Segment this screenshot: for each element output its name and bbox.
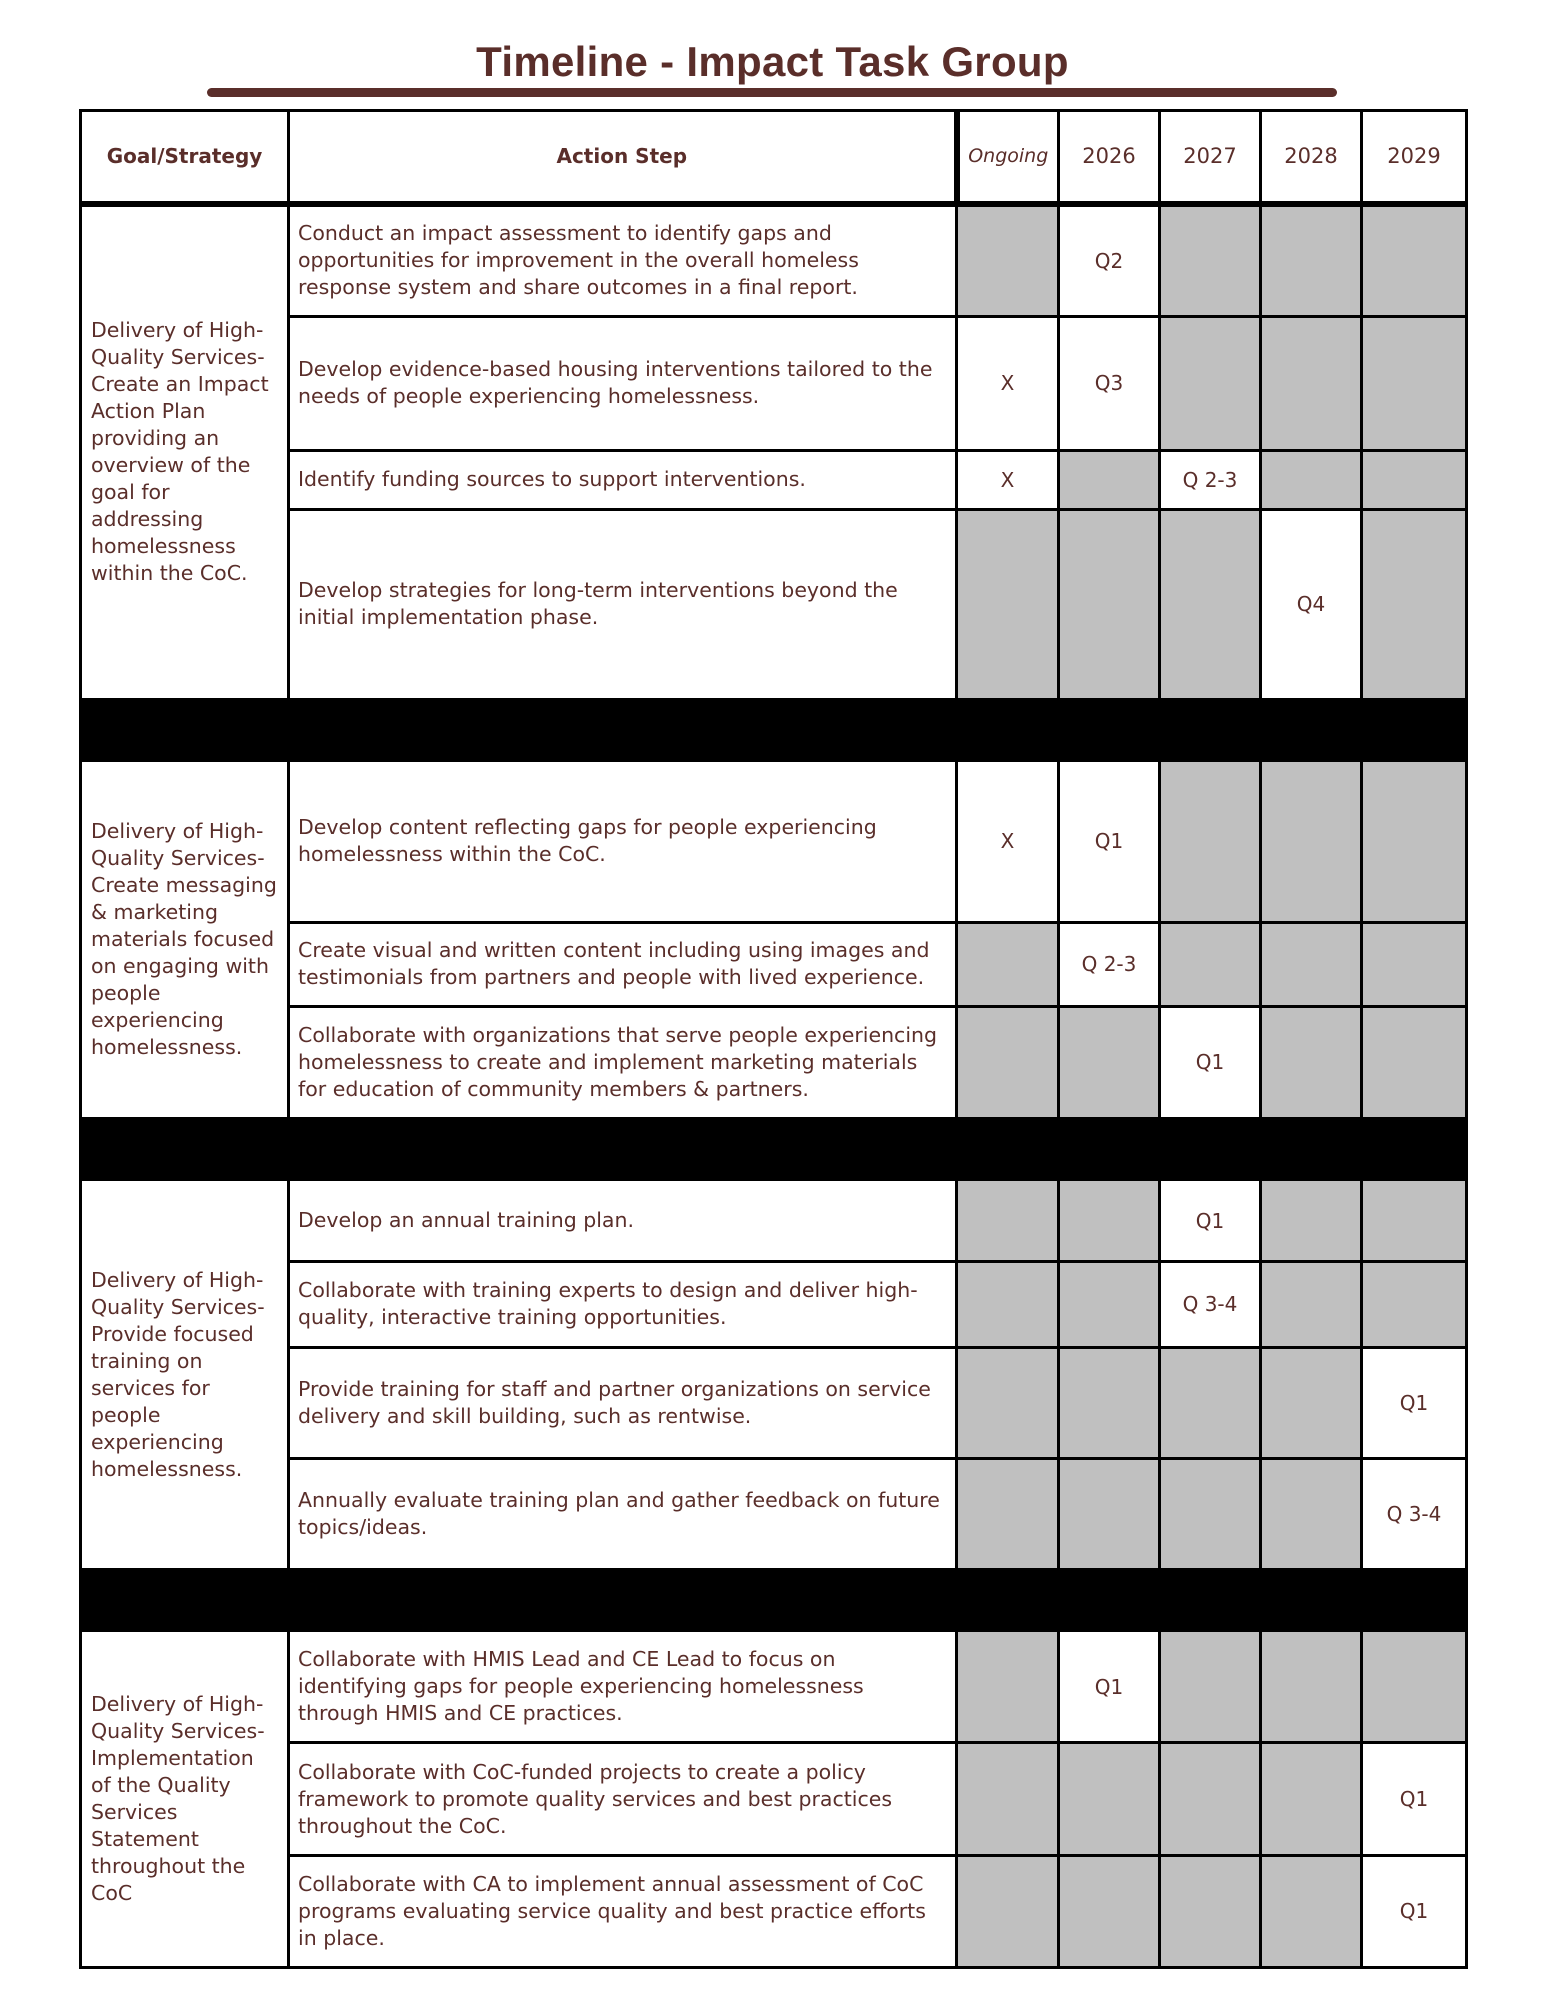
timeline-cell-ongoing (957, 1855, 1059, 1967)
section-separator (81, 1119, 1467, 1180)
timeline-table (79, 109, 1468, 1969)
action-step-cell: Annually evaluate training plan and gather feedback on future topics/ideas. (289, 1458, 957, 1569)
timeline-cell-2028: Q4 (1261, 509, 1362, 699)
timeline-cell-2026 (1059, 509, 1160, 699)
timeline-cell-2026: Q1 (1059, 1631, 1160, 1743)
table-row (81, 204, 1467, 317)
timeline-cell-2029 (1362, 1631, 1467, 1743)
timeline-cell-ongoing (957, 1743, 1059, 1855)
timeline-cell-2028 (1261, 1458, 1362, 1569)
table-row (81, 317, 1467, 450)
table-row (81, 922, 1467, 1006)
separator-bar (81, 700, 1467, 761)
timeline-cell-2028 (1261, 922, 1362, 1006)
page-title: Timeline - Impact Task Group (476, 38, 1069, 85)
action-step-cell: Identify funding sources to support interventions. (289, 450, 957, 509)
action-step-cell: Collaborate with CoC-funded projects to create a policy framework to promote quality services and best practices throughout the CoC. (289, 1743, 957, 1855)
table-row (81, 1855, 1467, 1967)
timeline-cell-2029 (1362, 204, 1467, 317)
table-row (81, 450, 1467, 509)
header-2027: 2027 (1160, 111, 1261, 204)
timeline-cell-2028 (1261, 450, 1362, 509)
timeline-cell-2027 (1160, 1743, 1261, 1855)
header-2026: 2026 (1059, 111, 1160, 204)
header-2029: 2029 (1362, 111, 1467, 204)
action-step-cell: Develop content reflecting gaps for people experiencing homelessness within the CoC. (289, 761, 957, 922)
header-ongoing: Ongoing (957, 111, 1059, 204)
timeline-cell-2027 (1160, 922, 1261, 1006)
timeline-cell-2026 (1059, 1347, 1160, 1458)
table-row (81, 1458, 1467, 1569)
timeline-cell-2029 (1362, 1262, 1467, 1347)
action-step-cell: Collaborate with training experts to design and deliver high-quality, interactive training opportunities. (289, 1262, 957, 1347)
table-row (81, 509, 1467, 699)
timeline-cell-2027: Q 3-4 (1160, 1262, 1261, 1347)
timeline-cell-2026: Q2 (1059, 204, 1160, 317)
timeline-cell-ongoing: X (957, 317, 1059, 450)
timeline-cell-2026 (1059, 450, 1160, 509)
goal-strategy-cell: Delivery of High-Quality Services- Provide focused training on services for people experiencing homelessness. (81, 1180, 289, 1570)
timeline-cell-2029 (1362, 317, 1467, 450)
timeline-cell-2027 (1160, 509, 1261, 699)
timeline-cell-2026 (1059, 1743, 1160, 1855)
timeline-cell-2029 (1362, 1006, 1467, 1118)
timeline-cell-ongoing (957, 922, 1059, 1006)
header-action-step: Action Step (289, 111, 957, 204)
timeline-cell-2026: Q1 (1059, 761, 1160, 922)
header-2028: 2028 (1261, 111, 1362, 204)
timeline-cell-2026 (1059, 1855, 1160, 1967)
header-goal-strategy: Goal/Strategy (81, 111, 289, 204)
timeline-cell-2027 (1160, 1631, 1261, 1743)
section-separator (81, 1570, 1467, 1631)
separator-bar (81, 1119, 1467, 1180)
timeline-cell-ongoing: X (957, 450, 1059, 509)
timeline-cell-2027: Q1 (1160, 1006, 1261, 1118)
table-row (81, 761, 1467, 922)
timeline-cell-2027 (1160, 204, 1261, 317)
timeline-cell-2028 (1261, 1006, 1362, 1118)
table-row (81, 1180, 1467, 1262)
timeline-cell-2028 (1261, 1631, 1362, 1743)
timeline-cell-2028 (1261, 1180, 1362, 1262)
timeline-cell-2026 (1059, 1180, 1160, 1262)
table-row (81, 1631, 1467, 1743)
timeline-cell-2027: Q1 (1160, 1180, 1261, 1262)
timeline-cell-2026 (1059, 1006, 1160, 1118)
timeline-cell-2027 (1160, 1347, 1261, 1458)
timeline-cell-2028 (1261, 1347, 1362, 1458)
timeline-cell-ongoing (957, 1458, 1059, 1569)
timeline-cell-2029 (1362, 1180, 1467, 1262)
timeline-body (81, 204, 1467, 1968)
timeline-cell-2029: Q1 (1362, 1347, 1467, 1458)
action-step-cell: Develop an annual training plan. (289, 1180, 957, 1262)
title-underline (207, 88, 1337, 97)
timeline-cell-2027 (1160, 761, 1261, 922)
action-step-cell: Conduct an impact assessment to identify gaps and opportunities for improvement in the overall homeless response system and share outcomes in a final report. (289, 204, 957, 317)
timeline-cell-2026: Q3 (1059, 317, 1160, 450)
timeline-cell-ongoing (957, 509, 1059, 699)
action-step-cell: Collaborate with HMIS Lead and CE Lead to focus on identifying gaps for people experiencing homelessness through HMIS and CE practices. (289, 1631, 957, 1743)
timeline-cell-ongoing (957, 1180, 1059, 1262)
goal-strategy-cell: Delivery of High-Quality Services- Implementation of the Quality Services Statement throughout the CoC (81, 1631, 289, 1968)
timeline-cell-2026 (1059, 1262, 1160, 1347)
action-step-cell: Develop strategies for long-term interventions beyond the initial implementation phase. (289, 509, 957, 699)
timeline-cell-2029 (1362, 761, 1467, 922)
timeline-cell-2027 (1160, 1458, 1261, 1569)
goal-strategy-cell: Delivery of High-Quality Services- Create an Impact Action Plan providing an overview of the goal for addressing homelessness within the CoC. (81, 204, 289, 700)
timeline-cell-ongoing (957, 204, 1059, 317)
table-row (81, 1347, 1467, 1458)
goal-strategy-cell: Delivery of High-Quality Services- Create messaging & marketing materials focused on engaging with people experiencing homelessness. (81, 761, 289, 1119)
timeline-cell-2029 (1362, 509, 1467, 699)
timeline-cell-2029: Q 3-4 (1362, 1458, 1467, 1569)
table-row (81, 1262, 1467, 1347)
timeline-cell-2026 (1059, 1458, 1160, 1569)
section-separator (81, 700, 1467, 761)
action-step-cell: Collaborate with CA to implement annual assessment of CoC programs evaluating service quality and best practice efforts in place. (289, 1855, 957, 1967)
table-row (81, 1743, 1467, 1855)
action-step-cell: Create visual and written content including using images and testimonials from partners and people with lived experience. (289, 922, 957, 1006)
separator-bar (81, 1570, 1467, 1631)
timeline-cell-2027 (1160, 317, 1261, 450)
timeline-cell-2028 (1261, 317, 1362, 450)
timeline-cell-2029: Q1 (1362, 1855, 1467, 1967)
action-step-cell: Collaborate with organizations that serve people experiencing homelessness to create and implement marketing materials for education of community members & partners. (289, 1006, 957, 1118)
timeline-cell-2028 (1261, 761, 1362, 922)
timeline-cell-2026: Q 2-3 (1059, 922, 1160, 1006)
timeline-cell-2029 (1362, 922, 1467, 1006)
timeline-cell-2027 (1160, 1855, 1261, 1967)
timeline-cell-ongoing (957, 1006, 1059, 1118)
timeline-cell-2028 (1261, 204, 1362, 317)
timeline-cell-2029 (1362, 450, 1467, 509)
header-row (81, 111, 1467, 204)
table-row (81, 1006, 1467, 1118)
timeline-cell-2028 (1261, 1262, 1362, 1347)
timeline-cell-ongoing (957, 1347, 1059, 1458)
timeline-cell-ongoing: X (957, 761, 1059, 922)
timeline-cell-2027: Q 2-3 (1160, 450, 1261, 509)
timeline-cell-2029: Q1 (1362, 1743, 1467, 1855)
timeline-cell-2028 (1261, 1743, 1362, 1855)
timeline-cell-ongoing (957, 1631, 1059, 1743)
action-step-cell: Develop evidence-based housing interventions tailored to the needs of people experiencing homelessness. (289, 317, 957, 450)
timeline-cell-ongoing (957, 1262, 1059, 1347)
action-step-cell: Provide training for staff and partner organizations on service delivery and skill building, such as rentwise. (289, 1347, 957, 1458)
timeline-cell-2028 (1261, 1855, 1362, 1967)
